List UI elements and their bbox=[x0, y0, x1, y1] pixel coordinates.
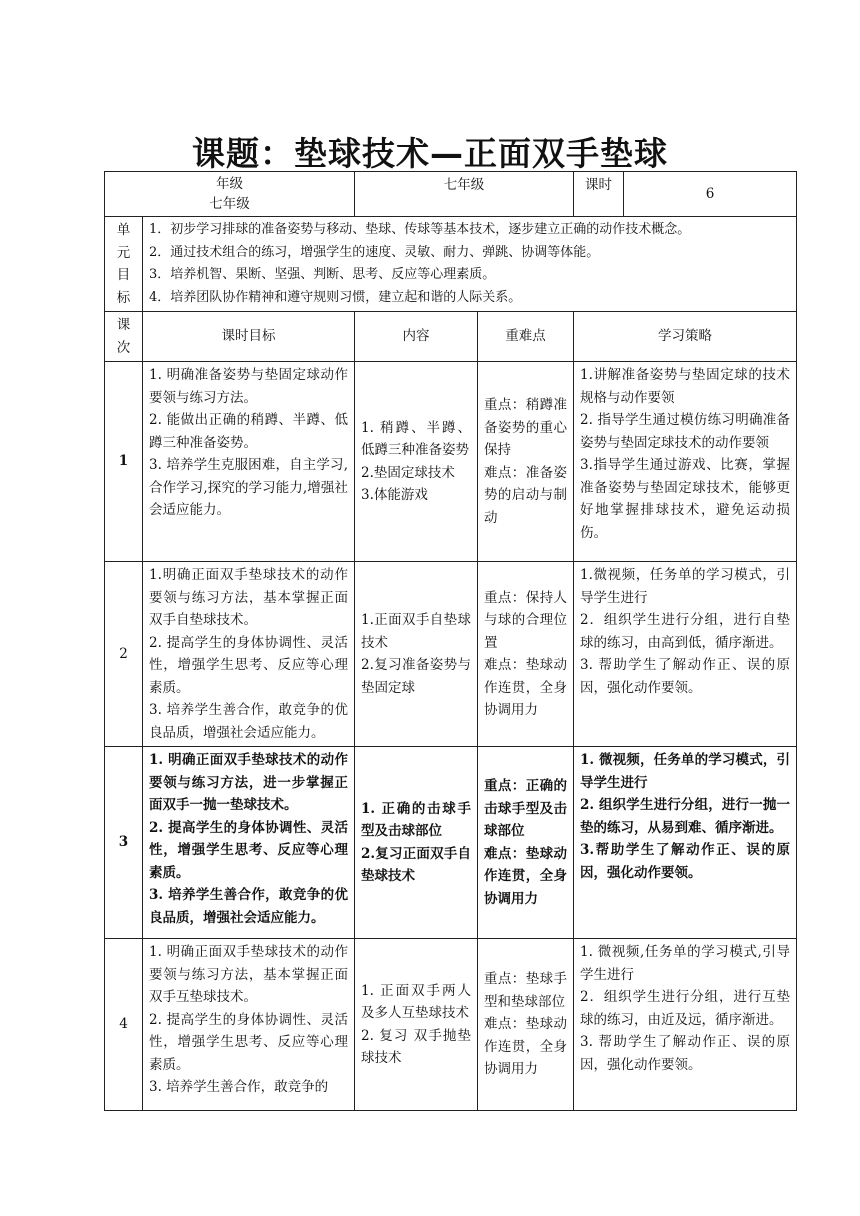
lesson-strategy: 1.讲解准备姿势与垫固定球的技术规格与动作要领 2. 指导学生通过模仿练习明确准备姿势与垫固定球技术的动作要领 3.指导学生通过游戏、比赛，掌握准备姿势与垫固定球技术，能够更好地掌握排球技术，避免运动损伤。 bbox=[574, 362, 797, 562]
lesson-key-points: 重点：垫球手型和垫球部位 难点：垫球动作连贯，全身协调用力 bbox=[478, 939, 574, 1111]
lesson-number: 4 bbox=[105, 939, 143, 1111]
lesson-strategy: 1. 微视频,任务单的学习模式,引导学生进行 2．组织学生进行分组，进行互垫球的练习，由近及远，循序渐进。 3. 帮助学生了解动作正、误的原因，强化动作要领。 bbox=[574, 939, 797, 1111]
unit-goals-label: 单 元 目 标 bbox=[105, 217, 143, 312]
grade-value-under: 七年级 bbox=[209, 196, 250, 212]
lesson-goals: 1. 明确正面双手垫球技术的动作要领与练习方法，进一步掌握正面双手一抛一垫球技术。 2. 提高学生的身体协调性、灵活性，增强学生思考、反应等心理素质。 3. 培养学生善合作，敢竞争的优良品质，增强社会适应能力。 bbox=[143, 747, 355, 939]
unit-goal-item: 4．培养团队协作精神和遵守规则习惯，建立起和谐的人际关系。 bbox=[149, 289, 522, 305]
grade-value: 七年级 bbox=[443, 177, 485, 193]
lesson-row bbox=[105, 562, 797, 747]
lesson-goals: 1. 明确准备姿势与垫固定球动作要领与练习方法。 2. 能做出正确的稍蹲、半蹲、低蹲三种准备姿势。 3. 培养学生克服困难，自主学习,合作学习,探究的学习能力,增强社会适应能力。 bbox=[143, 362, 355, 562]
grade-cell bbox=[105, 172, 355, 217]
page-title: 课题：垫球技术—正面双手垫球 bbox=[192, 134, 668, 173]
lesson-key-points: 重点：稍蹲准备姿势的重心保持 难点：准备姿势的启动与制动 bbox=[478, 362, 574, 562]
lesson-number: 2 bbox=[105, 562, 143, 747]
lesson-key-points: 重点：正确的击球手型及击球部位 难点：垫球动作连贯，全身协调用力 bbox=[478, 747, 574, 939]
col-strategy-header: 学习策略 bbox=[574, 312, 797, 362]
unit-goals-list bbox=[143, 217, 797, 312]
unit-goal-item: 1．初步学习排球的准备姿势与移动、垫球、传球等基本技术，逐步建立正确的动作技术概念。 bbox=[149, 222, 691, 237]
lesson-content: 1.正面双手自垫球技术 2.复习准备姿势与垫固定球 bbox=[355, 562, 478, 747]
column-header-row bbox=[105, 312, 797, 362]
lesson-content: 1. 稍蹲、半蹲、低蹲三种准备姿势 2.垫固定球技术 3.体能游戏 bbox=[355, 362, 478, 562]
lesson-goals: 1. 明确正面双手垫球技术的动作要领与练习方法，基本掌握正面双手互垫球技术。 2. 提高学生的身体协调性、灵活性，增强学生思考、反应等心理素质。 3. 培养学生善合作，敢竞争的 bbox=[143, 939, 355, 1111]
lesson-row bbox=[105, 362, 797, 562]
grade-label: 年级 bbox=[216, 176, 243, 192]
lesson-content: 1. 正确的击球手型及击球部位 2.复习正面双手自垫球技术 bbox=[355, 747, 478, 939]
lesson-strategy: 1.微视频，任务单的学习模式，引导学生进行 2．组织学生进行分组，进行自垫球的练习，由高到低，循序渐进。 3. 帮助学生了解动作正、误的原因，强化动作要领。 bbox=[574, 562, 797, 747]
lesson-strategy: 1. 微视频，任务单的学习模式，引导学生进行 2. 组织学生进行分组，进行一抛一垫的练习，从易到难、循序渐进。 3.帮助学生了解动作正、误的原因，强化动作要领。 bbox=[574, 747, 797, 939]
col-lesson-header: 课 次 bbox=[105, 312, 143, 362]
lesson-goals: 1.明确正面双手垫球技术的动作要领与练习方法，基本掌握正面双手自垫球技术。 2. 提高学生的身体协调性、灵活性，增强学生思考、反应等心理素质。 3. 培养学生善合作，敢竞争的优良品质，增强社会适应能力。 bbox=[143, 562, 355, 747]
lesson-number: 3 bbox=[105, 747, 143, 939]
lesson-key-points: 重点：保持人与球的合理位置 难点：垫球动作连贯，全身协调用力 bbox=[478, 562, 574, 747]
unit-goal-item: 2．通过技术组合的练习，增强学生的速度、灵敏、耐力、弹跳、协调等体能。 bbox=[149, 244, 600, 260]
hours-value: 6 bbox=[705, 185, 715, 202]
lesson-number: 1 bbox=[105, 362, 143, 562]
header-row bbox=[105, 172, 797, 217]
unit-goals-row bbox=[105, 217, 797, 312]
col-goal-header: 课时目标 bbox=[143, 312, 355, 362]
col-key-header: 重难点 bbox=[478, 312, 574, 362]
unit-goal-item: 3．培养机智、果断、坚强、判断、思考、反应等心理素质。 bbox=[149, 267, 496, 282]
hours-value-cell bbox=[624, 172, 797, 217]
hours-label-cell bbox=[574, 172, 624, 217]
lesson-row bbox=[105, 747, 797, 939]
lesson-plan-table bbox=[104, 171, 797, 1111]
col-content-header: 内容 bbox=[355, 312, 478, 362]
grade-value-cell bbox=[355, 172, 574, 217]
lesson-content: 1. 正面双手两人及多人互垫球技术 2. 复习 双手抛垫球技术 bbox=[355, 939, 478, 1111]
hours-label: 课时 bbox=[585, 177, 613, 193]
lesson-row bbox=[105, 939, 797, 1111]
